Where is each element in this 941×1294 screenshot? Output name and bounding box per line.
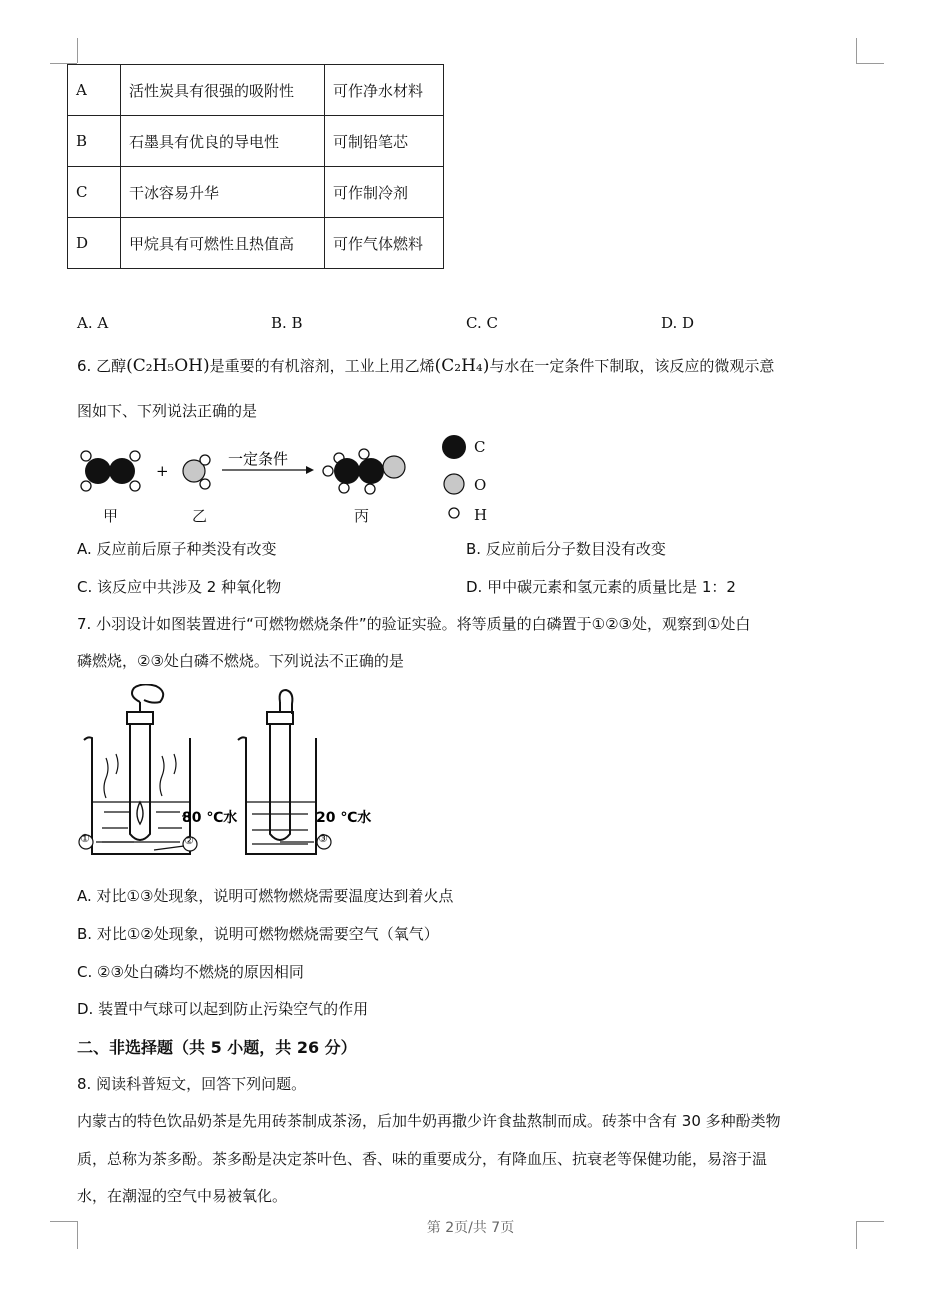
marker-2: ②: [184, 834, 194, 847]
page-footer: 第 2页/共 7页: [426, 1220, 515, 1236]
q5-option-d: D. D: [661, 314, 695, 332]
row-use: 可作净水材料: [325, 65, 444, 116]
arrow-icon: [306, 466, 314, 474]
corner-mark-top-right-h: [856, 63, 884, 64]
row-property: 干冰容易升华: [121, 167, 325, 218]
q6-option-b: B. 反应前后分子数目没有改变: [466, 540, 666, 558]
q8-stem: 8. 阅读科普短文，回答下列问题。: [77, 1075, 307, 1093]
q6-suffix: 与水在一定条件下制取，该反应的微观示意: [489, 357, 775, 375]
table-row: [68, 167, 444, 218]
molecule-label-bing: 丙: [354, 507, 370, 525]
molecule-yi: [183, 455, 210, 489]
q6-formula-ethanol: (C₂H₅OH): [126, 356, 210, 376]
q8-paragraph-line1: 内蒙古的特色饮品奶茶是先用砖茶制成茶汤，后加牛奶再撒少许食盐熬制而成。砖茶中含有 30 多种酚类物: [77, 1112, 781, 1130]
q7-option-c: C. ②③处白磷均不燃烧的原因相同: [77, 963, 304, 981]
q6-mid: 是重要的有机溶剂，工业上用乙烯: [209, 357, 435, 375]
q6-prefix: 6. 乙醇: [77, 357, 127, 375]
q6-stem-line1: [77, 355, 774, 376]
water-20-label: 20 ℃水: [316, 810, 372, 826]
q5-option-c: C. C: [466, 314, 498, 332]
q8-paragraph-line3: 水，在潮湿的空气中易被氧化。: [77, 1187, 288, 1205]
row-property: 石墨具有优良的导电性: [121, 116, 325, 167]
row-label: D: [68, 218, 121, 269]
row-property: 甲烷具有可燃性且热值高: [121, 218, 325, 269]
row-property: 活性炭具有很强的吸附性: [121, 65, 325, 116]
table-row: [68, 116, 444, 167]
q6-option-c: C. 该反应中共涉及 2 种氧化物: [77, 578, 282, 596]
q5-option-b: B. B: [271, 314, 303, 332]
carbon-atom-icon: [442, 435, 466, 459]
q6-option-a: A. 反应前后原子种类没有改变: [77, 540, 277, 558]
row-use: 可作制冷剂: [325, 167, 444, 218]
q7-option-b: B. 对比①②处现象，说明可燃物燃烧需要空气（氧气）: [77, 925, 439, 943]
beaker-1: [84, 684, 190, 854]
q8-paragraph-line2: 质，总称为茶多酚。茶多酚是决定茶叶色、香、味的重要成分，有降血压、抗衰老等保健功能，易溶于温: [77, 1150, 768, 1168]
legend-hydrogen: H: [474, 506, 488, 524]
row-label: B: [68, 116, 121, 167]
reaction-diagram: [70, 430, 500, 500]
water-80-label: 80 ℃水: [182, 810, 238, 826]
arrow-condition-label: 一定条件: [228, 450, 289, 468]
corner-mark-top-left: [77, 38, 78, 63]
row-label: C: [68, 167, 121, 218]
beaker-2: [238, 690, 316, 854]
plus-sign: +: [156, 462, 169, 480]
combustion-apparatus-figure: [72, 684, 392, 869]
molecule-bing: [323, 449, 405, 494]
q7-option-a: A. 对比①③处现象，说明可燃物燃烧需要温度达到着火点: [77, 887, 454, 905]
legend-oxygen: O: [474, 476, 487, 494]
marker-3: ③: [318, 832, 328, 845]
hydrogen-atom-icon: [449, 508, 459, 518]
row-label: A: [68, 65, 121, 116]
q7-stem-line2: 磷燃烧，②③处白磷不燃烧。下列说法不正确的是: [77, 652, 404, 670]
atom-legend-icons: [440, 434, 470, 524]
table-row: [68, 218, 444, 269]
molecule-jia: [81, 451, 140, 491]
q5-option-a: A. A: [77, 314, 109, 332]
q7-option-d: D. 装置中气球可以起到防止污染空气的作用: [77, 1000, 369, 1018]
q6-formula-ethylene: (C₂H₄): [434, 356, 490, 376]
q6-stem-line2: 图如下、下列说法正确的是: [77, 402, 258, 420]
corner-mark-top-right: [856, 38, 857, 63]
marker-1: ①: [80, 832, 90, 845]
legend-carbon: C: [474, 438, 486, 456]
molecule-label-jia: 甲: [103, 507, 119, 525]
property-use-table: [67, 64, 444, 269]
table-row: [68, 65, 444, 116]
q6-option-d: D. 甲中碳元素和氢元素的质量比是 1：2: [466, 578, 736, 596]
row-use: 可作气体燃料: [325, 218, 444, 269]
section-heading: 二、非选择题（共 5 小题，共 26 分）: [77, 1038, 357, 1057]
oxygen-atom-icon: [444, 474, 464, 494]
row-use: 可制铅笔芯: [325, 116, 444, 167]
molecule-label-yi: 乙: [192, 507, 208, 525]
q7-stem-line1: 7. 小羽设计如图装置进行“可燃物燃烧条件”的验证实验。将等质量的白磷置于①②③处，观察到①处白: [77, 615, 751, 633]
